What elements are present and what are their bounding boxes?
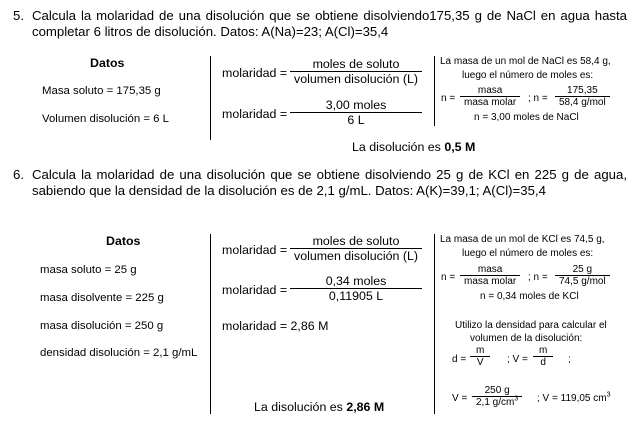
p6-v2-den-exp: 3	[514, 395, 519, 403]
p6-d-den: V	[476, 357, 484, 368]
p5-conclusion	[352, 140, 475, 154]
p5-dato-2: Volumen disolución = 6 L	[42, 113, 169, 125]
p6-v-fraction	[533, 345, 553, 368]
p6-v2-num: 250 g	[484, 385, 510, 396]
p5-calc-fraction	[290, 98, 422, 127]
p5-calc-lhs: molaridad =	[222, 107, 288, 121]
p5-n2-den: 58,4 g/mol	[559, 97, 606, 108]
p6-conclusion	[254, 400, 384, 414]
p6-n2-lhs: ; n =	[528, 272, 548, 283]
p6-n-result: n = 0,34 moles de KCl	[480, 291, 579, 302]
p6-v2-result-base: ; V = 119,05 cm	[537, 393, 607, 404]
p6-v-den: d	[540, 357, 546, 368]
problem-6-question: Calcula la molaridad de una disolución que se obtiene disolviendo 25 g de KCl en 225 g de agua, sabiendo que la densidad de la disolución es de 2,1 g/mL. Datos: A(K)=39,1; A(Cl)=35,4	[32, 167, 627, 198]
p6-v-num: m	[539, 345, 548, 356]
p5-formula-den: volumen disolución (L)	[294, 72, 418, 86]
p5-n-den: masa molar	[464, 97, 517, 108]
p5-n-fraction	[460, 85, 520, 108]
p5-n-lhs: n =	[441, 93, 456, 104]
p6-v2-result-exp: 3	[606, 391, 611, 399]
p6-d-num: m	[476, 345, 485, 356]
p6-v2-fraction	[472, 385, 522, 408]
p6-n-den: masa molar	[464, 276, 517, 287]
p6-v-tail: ;	[568, 354, 571, 365]
p5-dato-1: Masa soluto = 175,35 g	[42, 85, 161, 97]
p5-side-text-1: La masa de un mol de NaCl es 58,4 g,	[440, 56, 611, 67]
p6-formula-lhs: molaridad =	[222, 243, 288, 257]
p6-divider-right	[434, 234, 435, 414]
p5-calc-den: 6 L	[347, 113, 365, 127]
p6-n-lhs: n =	[441, 272, 456, 283]
p6-v2-den-base: 2,1 g/cm	[476, 397, 515, 408]
p5-divider-left	[210, 56, 211, 140]
p6-dens-text-2: volumen de la disolución:	[470, 333, 583, 344]
p6-conclusion-value: 2,86 M	[346, 400, 385, 414]
p6-v-lhs: ; V =	[507, 354, 528, 365]
p6-divider-left	[210, 234, 211, 414]
p5-n-result: n = 3,00 moles de NaCl	[474, 112, 579, 123]
p6-n-fraction	[460, 264, 520, 287]
p6-calc-fraction	[290, 274, 422, 303]
p6-formula-fraction	[290, 234, 422, 263]
p6-dato-1: masa soluto = 25 g	[40, 264, 137, 276]
p5-divider-right	[434, 56, 435, 126]
p6-n-num: masa	[477, 264, 503, 275]
p5-calc-num: 3,00 moles	[325, 98, 387, 112]
p6-v2-result	[537, 393, 610, 404]
p5-conclusion-value: 0,5 M	[444, 140, 476, 154]
p6-n2-num: 25 g	[572, 264, 593, 275]
p5-formula-lhs: molaridad =	[222, 66, 288, 80]
p5-n2-lhs: ; n =	[528, 93, 548, 104]
p5-datos-title: Datos	[90, 56, 125, 70]
p6-v2-lhs: V =	[452, 393, 468, 404]
p5-n-num: masa	[477, 85, 503, 96]
p6-side-text-2: luego el número de moles es:	[462, 248, 594, 259]
p6-calc-den: 0,11905 L	[328, 289, 384, 303]
p6-dato-4: densidad disolución = 2,1 g/mL	[40, 347, 198, 359]
p6-d-fraction	[470, 345, 490, 368]
problem-5-number: 5.	[13, 8, 24, 23]
p6-n2-den: 74,5 g/mol	[559, 276, 606, 287]
p6-formula-num: moles de soluto	[312, 234, 400, 248]
p6-result-line: molaridad = 2,86 M	[222, 319, 329, 333]
problem-6-number: 6.	[13, 167, 24, 182]
p6-dato-3: masa disolución = 250 g	[40, 320, 164, 332]
p6-dens-text-1: Utilizo la densidad para calcular el	[455, 320, 607, 331]
p5-formula-fraction	[290, 57, 422, 86]
p6-n2-fraction	[555, 264, 610, 287]
p5-n2-fraction	[555, 85, 610, 108]
p6-v2-den	[472, 397, 522, 408]
p5-formula-num: moles de soluto	[312, 57, 400, 71]
p6-side-text-1: La masa de un mol de KCl es 74,5 g,	[440, 234, 605, 245]
problem-5-question: Calcula la molaridad de una disolución que se obtiene disolviendo175,35 g de NaCl en agua hasta completar 6 litros de disolución. Datos: A(Na)=23; A(Cl)=35,4	[32, 8, 627, 39]
p6-d-lhs: d =	[452, 354, 467, 365]
p6-dato-2: masa disolvente = 225 g	[40, 292, 164, 304]
p6-calc-lhs: molaridad =	[222, 283, 288, 297]
p5-conclusion-prefix: La disolución es	[352, 140, 445, 154]
p6-formula-den: volumen disolución (L)	[294, 249, 418, 263]
p5-side-text-2: luego el número de moles es:	[462, 70, 594, 81]
p5-n2-num: 175,35	[567, 85, 598, 96]
p6-conclusion-prefix: La disolución es	[254, 400, 347, 414]
p6-datos-title: Datos	[106, 234, 141, 248]
p6-calc-num: 0,34 moles	[325, 274, 387, 288]
